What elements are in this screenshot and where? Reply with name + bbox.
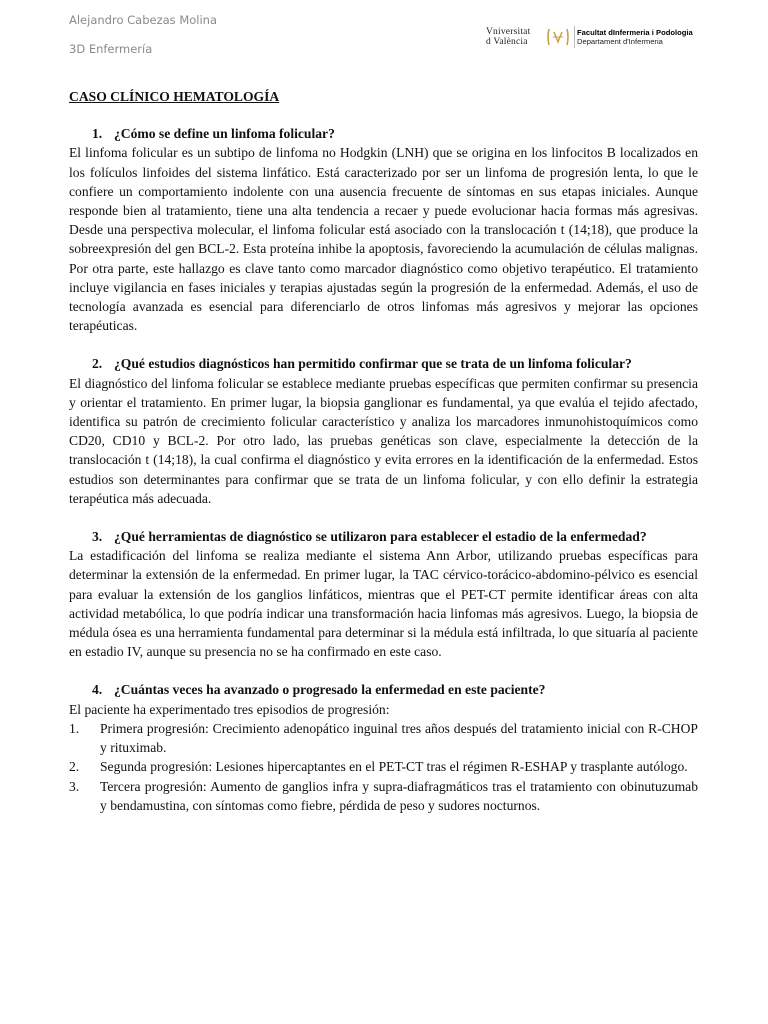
university-emblem-icon [546, 27, 570, 47]
question-4: 4. ¿Cuántas veces ha avanzado o progresado la enfermedad en este paciente? [92, 682, 546, 698]
question-1: 1. ¿Cómo se define un linfoma folicular? [92, 126, 335, 142]
section-2 [69, 354, 698, 508]
header-author: Alejandro Cabezas Molina [69, 13, 218, 27]
document-title: CASO CLÍNICO HEMATOLOGÍA [69, 89, 280, 104]
answer-3: La estadificación del linfoma se realiza mediante el sistema Ann Arbor, utilizando pruebas específicas para determinar la extensión de la enfermedad. En primer lugar, la TAC cérvico-torácico-abdomino-pélvico es esencial para evaluar la extensión de los ganglios linfáticos, mientras que el PET-CT permite identificar áreas con alta actividad metabólica, lo que podría indicar una transformación hacia linfomas más agresivos. Luego, la biopsia de médula ósea es una herramienta fundamental para determinar si la médula está infiltrada, lo que situaría al paciente en estadio IV, aunque su presencia no se ha confirmado en este caso. [69, 548, 698, 660]
university-name: Vniversitat d València [486, 27, 531, 47]
faculty-name: Facultat dInfermeria i Podologia Departament d'Infermeria [577, 28, 693, 46]
section-4 [69, 680, 698, 814]
section-3 [69, 527, 698, 661]
question-3: 3. ¿Qué herramientas de diagnóstico se utilizaron para establecer el estadio de la enfermedad? [92, 529, 647, 545]
document-body [69, 87, 698, 834]
university-logo [486, 26, 701, 52]
answer-2: El diagnóstico del linfoma folicular se establece mediante pruebas específicas que permiten confirmar su presencia y orientar el tratamiento. En primer lugar, la biopsia ganglionar es fundamental, ya que evalúa el tejido afectado, identifica su patrón de crecimiento folicular característico y analiza los marcadores inmunohistoquímicos como CD20, CD10 y BCL-2. Por otro lado, las pruebas genéticas son clave, especialmente la detección de la translocación t (14;18), la cual confirma el diagnóstico y evita errores en la identificación de la enfermedad. Estos estudios son determinantes para confirmar que se trata de un linfoma folicular, y con ello definir la estrategia terapéutica más adecuada. [69, 375, 698, 506]
question-2: 2. ¿Qué estudios diagnósticos han permitido confirmar que se trata de un linfoma folicular? [92, 356, 632, 372]
list-item: 3. Tercera progresión: Aumento de ganglios infra y supra-diafragmáticos tras el tratamiento con obinutuzumab y bendamustina, con síntomas como fiebre, pérdida de peso y sudores nocturnos. [69, 778, 698, 813]
progression-list [69, 719, 698, 815]
header-course: 3D Enfermería [69, 42, 153, 56]
answer-1: El linfoma folicular es un subtipo de linfoma no Hodgkin (LNH) que se origina en los linfocitos B localizados en los folículos linfoides del sistema linfático. Está caracterizado por ser un linfoma de progresión lenta, lo que le confiere un comportamiento indolente con una ausencia frecuente de síntomas en sus etapas iniciales. Aunque responde bien al tratamiento, tiene una alta tendencia a recaer y puede evolucionar hacia formas más agresivas. Desde una perspectiva molecular, el linfoma folicular está asociado con la translocación t (14;18), que produce la sobreexpresión del gen BCL-2. Esta proteína inhibe la apoptosis, favoreciendo la acumulación de células malignas. Por otra parte, este hallazgo es clave tanto como marcador diagnóstico como objetivo terapéutico. El tratamiento incluye vigilancia en fases iniciales y terapias ajustadas según la progresión de la enfermedad. Además, el uso de tecnología avanzada es esencial para diferenciarlo de otros linfomas más agresivos y mejorar las opciones terapéuticas. [69, 145, 698, 334]
logo-separator [574, 26, 575, 48]
list-item: 1. Primera progresión: Crecimiento adenopático inguinal tres años después del tratamiento inicial con R-CHOP y rituximab. [69, 720, 698, 756]
section-1 [69, 124, 698, 335]
answer-4: El paciente ha experimentado tres episodios de progresión: [69, 701, 390, 717]
list-item: 2. Segunda progresión: Lesiones hipercaptantes en el PET-CT tras el régimen R-ESHAP y trasplante autólogo. [69, 759, 688, 775]
